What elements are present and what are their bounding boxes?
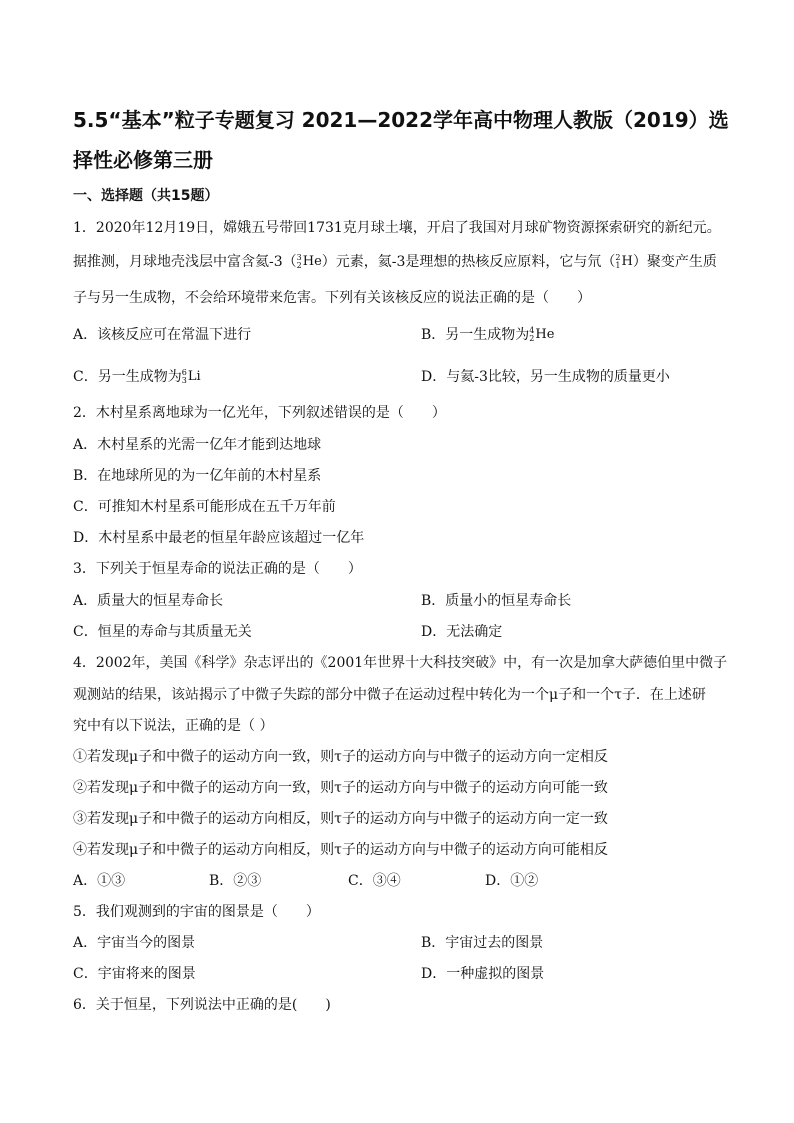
q5-options-row-1 [73, 933, 544, 953]
q2-stem: 2．木村星系离地球为一亿光年，下列叙述错误的是（ ） [73, 405, 446, 421]
q1-stem-line-3: 子与另一生成物，不会给环境带来危害。下列有关该核反应的说法正确的是（ ） [73, 290, 591, 306]
q4-option-a[interactable]: A．①③ [73, 873, 126, 889]
li6-mass-number: 6 [181, 368, 187, 377]
q4-statement-3: ③若发现μ子和中微子的运动方向相反，则τ子的运动方向与中微子的运动方向一定一致 [73, 811, 608, 827]
q5-option-c[interactable]: C．宇宙将来的图景 [73, 966, 196, 982]
q4-option-c[interactable]: C．③④ [348, 873, 401, 889]
q3-options-row-2 [73, 622, 503, 642]
q3-option-a[interactable]: A．质量大的恒星寿命长 [73, 593, 224, 609]
li6-nuclide [182, 367, 201, 387]
he4-atomic-number: 2 [529, 334, 535, 343]
q2-option-b[interactable]: B．在地球所见的为一亿年前的木村星系 [73, 468, 322, 484]
document-title: 5.5“基本”粒子专题复习 2021—2022学年高中物理人教版（2019）选择性必修第三册 [73, 108, 729, 172]
q5-option-a[interactable]: A．宇宙当今的图景 [73, 935, 196, 951]
h2-atomic-number: 1 [615, 261, 621, 270]
q1-stem-text-a: 据推测，月球地壳浅层中富含氦-3（ [73, 254, 297, 270]
q1-option-d[interactable]: D．与氦-3比较，另一生成物的质量更小 [421, 369, 670, 385]
q2-option-c[interactable]: C．可推知木村星系可能形成在五千万年前 [73, 499, 336, 515]
q2-option-d[interactable]: D．木村星系中最老的恒星年龄应该超过一亿年 [73, 530, 365, 546]
section-heading: 一、选择题（共15题） [73, 188, 219, 204]
he3-symbol: He [302, 254, 322, 269]
li6-symbol: Li [187, 369, 201, 384]
q4-option-d[interactable]: D．①② [485, 873, 539, 889]
q3-option-c[interactable]: C．恒星的寿命与其质量无关 [73, 624, 252, 640]
li6-atomic-number: 3 [181, 376, 187, 385]
q4-option-b[interactable]: B．②③ [209, 873, 262, 889]
q4-stem-line-2: 观测站的结果，该站揭示了中微子失踪的部分中微子在运动过程中转化为一个μ子和一个τ子．在上述研 [73, 687, 706, 703]
q1-stem-text-c: ）聚变产生质 [632, 254, 717, 270]
q3-options-row-1 [73, 591, 572, 611]
q1-stem-line-2 [73, 252, 717, 272]
q5-option-b[interactable]: B．宇宙过去的图景 [421, 935, 544, 951]
q5-options-row-2 [73, 964, 545, 984]
he4-nuclide [529, 325, 554, 345]
q5-stem: 5．我们观测到的宇宙的图景是（ ） [73, 904, 320, 920]
he3-atomic-number: 2 [296, 261, 302, 270]
h2-nuclide [615, 252, 632, 272]
q6-stem: 6．关于恒星，下列说法中正确的是( ) [73, 997, 331, 1013]
q1-option-c[interactable] [73, 367, 201, 387]
q4-statement-1: ①若发现μ子和中微子的运动方向一致，则τ子的运动方向与中微子的运动方向一定相反 [73, 749, 608, 765]
he4-symbol: He [535, 327, 555, 342]
q4-statement-4: ④若发现μ子和中微子的运动方向相反，则τ子的运动方向与中微子的运动方向可能相反 [73, 842, 608, 858]
q4-stem-line-1: 4．2002年，美国《科学》杂志评出的《2001年世界十大科技突破》中，有一次是加拿大萨德伯里中微子 [73, 655, 728, 671]
h2-mass-number: 2 [615, 253, 621, 262]
q1-option-c-text: C．另一生成物为 [73, 369, 182, 385]
h2-symbol: H [621, 254, 633, 269]
q4-statement-2: ②若发现μ子和中微子的运动方向一致，则τ子的运动方向与中微子的运动方向可能一致 [73, 780, 608, 796]
q3-stem: 3．下列关于恒星寿命的说法正确的是（ ） [73, 561, 362, 577]
he3-mass-number: 3 [296, 253, 302, 262]
he3-nuclide [297, 252, 322, 272]
q1-option-a[interactable]: A．该核反应可在常温下进行 [73, 327, 252, 343]
q4-stem-line-3: 究中有以下说法，正确的是（ ） [73, 718, 274, 734]
q4-options-row [73, 871, 539, 891]
q5-option-d[interactable]: D．一种虚拟的图景 [421, 966, 545, 982]
he4-mass-number: 4 [529, 326, 535, 335]
q1-stem-text-b: ）元素，氦-3是理想的热核反应原料，它与氘（ [321, 254, 616, 270]
q1-stem-line-1: 1．2020年12月19日，嫦娥五号带回1731克月球土壤，开启了我国对月球矿物资源探索研究的新纪元。 [73, 220, 721, 236]
q2-option-a[interactable]: A．木村星系的光需一亿年才能到达地球 [73, 437, 322, 453]
q1-options-row-1 [73, 325, 555, 345]
q3-option-d[interactable]: D．无法确定 [421, 624, 503, 640]
q1-option-b[interactable] [421, 325, 554, 345]
q1-options-row-2 [73, 367, 670, 387]
q1-option-b-text: B．另一生成物为 [421, 327, 530, 343]
q3-option-b[interactable]: B．质量小的恒星寿命长 [421, 593, 572, 609]
